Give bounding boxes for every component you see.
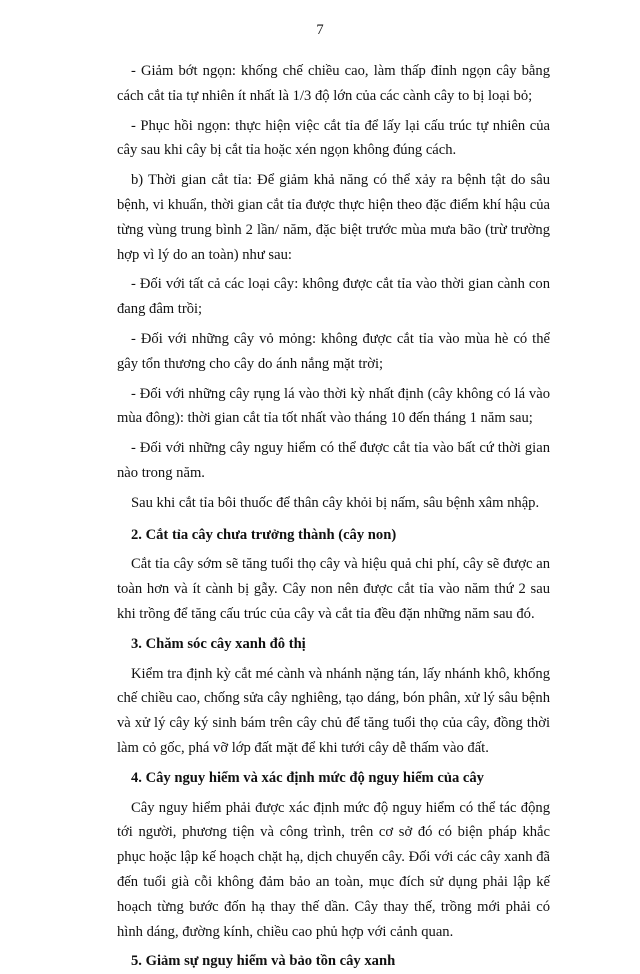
- paragraph-restore-crown: - Phục hồi ngọn: thực hiện việc cắt tỉa để lấy lại cấu trúc tự nhiên của cây sau khi cây bị cắt tỉa hoặc xén ngọn không đúng cách.: [117, 117, 550, 159]
- paragraph-urban-care: Kiểm tra định kỳ cắt mé cành và nhánh nặng tán, lấy nhánh khô, khống chế chiều cao, chống sửa cây nghiêng, tạo dáng, bón phân, xử lý sâu bệnh và xử lý cây ký sinh bám trên cây chủ để tăng tuổi thọ của cây, đồng thời làm cỏ gốc, phá vỡ lớp đất mặt để khi tưới cây dễ thấm vào đất.: [117, 665, 550, 756]
- paragraph-pruning-time: b) Thời gian cắt tỉa: Để giảm khả năng có thể xảy ra bệnh tật do sâu bệnh, vi khuẩn, thời gian cắt tỉa được thực hiện theo đặc điểm khí hậu của từng vùng trung bình 2 lần/ năm, đặc biệt trước mùa mưa bão (trừ trường hợp vì lý do an toàn) như sau:: [117, 172, 550, 263]
- paragraph-after-pruning: Sau khi cắt tỉa bôi thuốc để thân cây khỏi bị nấm, sâu bệnh xâm nhập.: [131, 494, 540, 511]
- paragraph-reduce-crown: - Giảm bớt ngọn: khống chế chiều cao, làm thấp đỉnh ngọn cây bằng cách cắt tỉa tự nhiên ít nhất là 1/3 độ lớn của các cành cây to bị loại bỏ;: [117, 63, 550, 104]
- section-heading-2: 2. Cắt tỉa cây chưa trưởng thành (cây non): [131, 526, 397, 543]
- paragraph-deciduous: - Đối với những cây rụng lá vào thời kỳ nhất định (cây không có lá vào mùa đông): thời gian cắt tỉa tốt nhất vào tháng 10 đến tháng 1 năm sau;: [117, 385, 550, 427]
- paragraph-thin-bark: - Đối với những cây vỏ mỏng: không được cắt tỉa vào mùa hè có thể gây tổn thương cho cây do ánh nắng mặt trời;: [117, 330, 550, 372]
- paragraph-all-trees: - Đối với tất cả các loại cây: không được cắt tỉa vào thời gian cành con đang đâm trồi;: [117, 276, 550, 318]
- section-heading-4: 4. Cây nguy hiểm và xác định mức độ nguy hiểm của cây: [131, 769, 484, 786]
- section-heading-5: 5. Giảm sự nguy hiểm và bảo tồn cây xanh: [131, 953, 396, 970]
- section-heading-3: 3. Chăm sóc cây xanh đô thị: [131, 635, 306, 652]
- page-number: 7: [316, 22, 324, 38]
- paragraph-dangerous-trees: - Đối với những cây nguy hiểm có thể được cắt tỉa vào bất cứ thời gian nào trong năm.: [117, 440, 550, 481]
- paragraph-young-trees: Cắt tỉa cây sớm sẽ tăng tuổi thọ cây và hiệu quả chi phí, cây sẽ được an toàn hơn và ít cành bị gẫy. Cây non nên được cắt tỉa vào năm thứ 2 sau khi trồng để tăng cấu trúc của cây và cắt tỉa đều đặn những năm sau đó.: [117, 556, 550, 622]
- body-text: [117, 59, 550, 974]
- paragraph-danger-assessment: Cây nguy hiểm phải được xác định mức độ nguy hiểm có thể tác động tới người, phương tiện và công trình, trên cơ sở đó có biện pháp khắc phục hoặc lập kế hoạch chặt hạ, dịch chuyển cây. Đối với các cây xanh đã đến tuổi già cỗi không đảm bảo an toàn, mục đích sử dụng phải lập kế hoạch từng bước đốn hạ thay thế dần. Cây thay thế, trồng mới phải có hình dáng, đường kính, chiều cao phủ hợp với cảnh quan.: [117, 799, 550, 940]
